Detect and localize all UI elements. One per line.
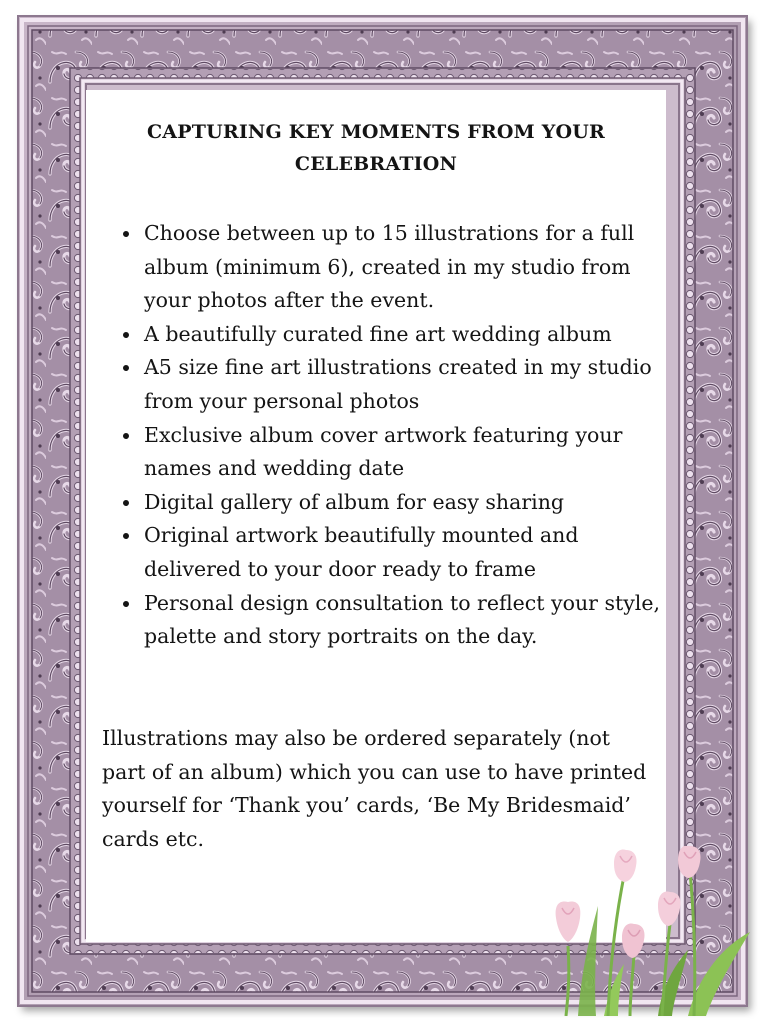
content-panel bbox=[86, 90, 666, 942]
list-item: Personal design consultation to reflect your style, palette and story portraits on the day. bbox=[144, 587, 674, 654]
tulips-illustration bbox=[538, 846, 758, 1016]
list-item: Original artwork beautifully mounted and delivered to your door ready to frame bbox=[144, 519, 674, 586]
tulip-flower-icon bbox=[622, 924, 645, 958]
tulip-flower-icon bbox=[614, 850, 637, 882]
feature-list bbox=[120, 217, 674, 654]
tulip-flower-icon bbox=[556, 902, 581, 942]
page-title bbox=[86, 116, 666, 180]
tulip-flower-icon bbox=[678, 846, 701, 878]
tulip-flower-icon bbox=[658, 892, 681, 926]
list-item: A5 size fine art illustrations created in my studio from your personal photos bbox=[144, 351, 674, 418]
ordering-note: Illustrations may also be ordered separately (not part of an album) which you can use to have printed yourself for ‘Thank you’ cards, ‘Be My Bridesmaid’ cards etc. bbox=[102, 726, 647, 851]
list-item: Exclusive album cover artwork featuring your names and wedding date bbox=[144, 419, 674, 486]
list-item: Choose between up to 15 illustrations for a full album (minimum 6), created in my studio from your photos after the event. bbox=[144, 217, 674, 318]
title-line-2: CELEBRATION bbox=[294, 153, 458, 175]
list-item: Digital gallery of album for easy sharing bbox=[144, 486, 674, 520]
list-item: A beautifully curated fine art wedding album bbox=[144, 318, 674, 352]
title-line-1: CAPTURING KEY MOMENTS FROM YOUR bbox=[146, 121, 605, 143]
